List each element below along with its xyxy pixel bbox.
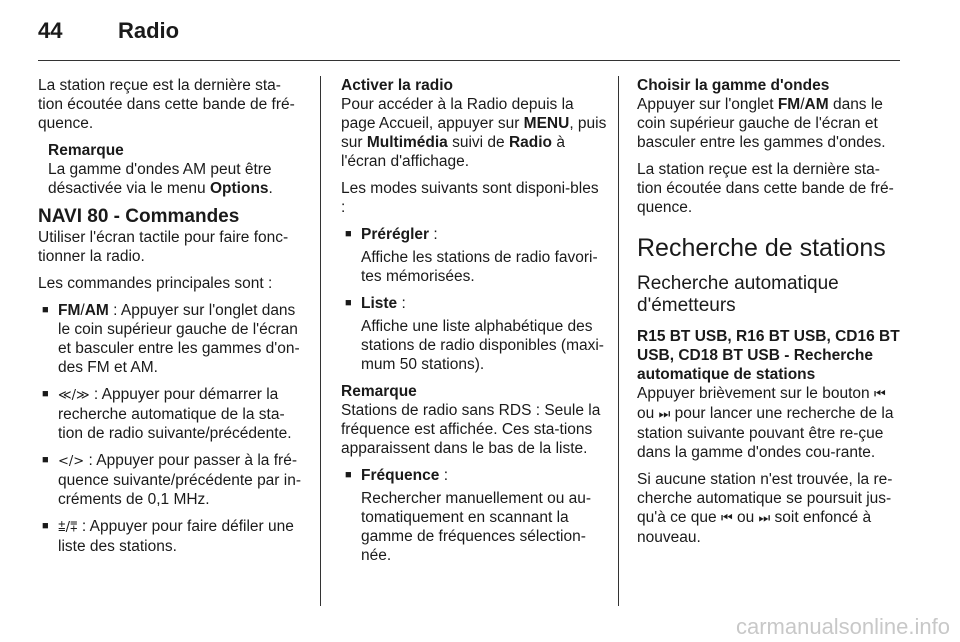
text-run: , puis sur <box>341 115 607 151</box>
bullet-icon: ■ <box>345 228 352 240</box>
note-box <box>341 382 607 458</box>
paragraph: Utiliser l'écran tactile pour faire fonc-tionner la radio. <box>38 229 289 265</box>
colon: : <box>429 226 438 243</box>
note-text-post: . <box>268 180 273 197</box>
text-run: Si aucune station n'est trouvée, la re-cherche automatique se poursuit jus-qu'à ce que <box>637 471 893 526</box>
list-item-description: Affiche une liste alphabétique des stations de radio disponibles (maxi-mum 50 stations). <box>361 318 604 373</box>
page-number: 44 <box>38 18 63 43</box>
list-item-text: : Appuyer pour faire défiler une liste des stations. <box>58 518 294 555</box>
note-title: Remarque <box>341 383 417 400</box>
column-3 <box>637 76 903 555</box>
bullet-icon: ■ <box>345 297 352 309</box>
text-run: Appuyer sur l'onglet <box>637 96 778 113</box>
preset-label: Prérégler <box>361 226 430 243</box>
subsection-title: Activer la radio <box>341 77 453 94</box>
column-2 <box>341 76 607 573</box>
note-text: Stations de radio sans RDS : Seule la fréquence est affichée. Ces sta-tions apparaissent dans le bas de la liste. <box>341 402 601 457</box>
note-box <box>48 141 304 198</box>
list-item-text: : Appuyer pour passer à la fré-quence suivante/précédente par in-créments de 0,1 MHz. <box>58 452 301 508</box>
note-title: Remarque <box>48 142 124 159</box>
column-divider-1 <box>320 76 321 606</box>
subsection-heading: Recherche automatique d'émetteurs <box>637 273 839 316</box>
colon: : <box>439 467 449 484</box>
bullet-icon: ■ <box>42 388 49 400</box>
list-scroll-icon: ⩲/⩱ <box>58 520 78 535</box>
paragraph: La station reçue est la dernière sta-tion écoutée dans cette bande de fré-quence. <box>637 161 894 216</box>
intro-paragraph: La station reçue est la dernière sta-tion écoutée dans cette bande de fré-quence. <box>38 77 295 132</box>
am-label: AM <box>84 302 109 319</box>
seek-icon: ≪/≫ <box>58 388 90 403</box>
colon: : <box>397 295 406 312</box>
paragraph <box>637 470 903 547</box>
paragraph <box>637 384 903 462</box>
list-item <box>341 225 607 244</box>
bullet-icon: ■ <box>42 304 49 316</box>
radio-label: Radio <box>508 134 553 151</box>
text-run: ou <box>732 509 759 526</box>
list-item-text: : Appuyer pour démarrer la recherche automatique de la sta-tion de radio suivante/précédente. <box>58 386 292 442</box>
bullet-icon: ■ <box>345 469 352 481</box>
text-run: soit enfoncé à nouveau. <box>637 509 872 546</box>
column-divider-2 <box>618 76 619 606</box>
list-item-description: Affiche les stations de radio favori-tes mémorisées. <box>361 249 598 285</box>
list-item <box>38 451 304 509</box>
multimedia-label: Multimédia <box>366 134 448 151</box>
watermark: carmanualsonline.info <box>735 614 950 639</box>
section-heading: NAVI 80 - Commandes <box>38 206 240 227</box>
page-title: Radio <box>118 18 180 43</box>
frequency-label: Fréquence <box>361 467 440 484</box>
column-1 <box>38 76 304 564</box>
slash: / <box>80 302 85 319</box>
list-item <box>38 301 304 377</box>
text-run: suivi de <box>447 134 509 151</box>
list-item-text: : Appuyer sur l'onglet dans le coin supérieur gauche de l'écran et basculer entre les gammes d'on-des FM et AM. <box>58 302 300 376</box>
list-item <box>341 466 607 485</box>
slash: / <box>800 96 805 113</box>
text-run: Appuyer brièvement sur le bouton <box>637 385 874 402</box>
note-text-pre: La gamme d'ondes AM peut être désactivée via le menu <box>48 161 272 197</box>
skip-back-icon: ⏮ <box>873 387 886 402</box>
section-heading: Recherche de stations <box>637 234 886 262</box>
list-item <box>38 385 304 443</box>
list-item <box>38 517 304 556</box>
list-label: Liste <box>361 295 398 312</box>
bullet-icon: ■ <box>42 454 49 466</box>
menu-label: MENU <box>523 115 570 132</box>
list-item <box>341 294 607 313</box>
model-heading: R15 BT USB, R16 BT USB, CD16 BT USB, CD18 BT USB - Recherche automatique de stations <box>637 328 900 383</box>
list-item-description: Rechercher manuellement ou au-tomatiquement en scannant la gamme de fréquences sélection-née. <box>361 490 592 564</box>
text-run: à l'écran d'affichage. <box>341 134 565 170</box>
text-run: Pour accéder à la Radio depuis la page Accueil, appuyer sur <box>341 96 574 132</box>
paragraph <box>637 95 903 152</box>
bullet-icon: ■ <box>42 520 49 532</box>
paragraph: Les modes suivants sont disponi-bles : <box>341 180 599 216</box>
text-run: dans le coin supérieur gauche de l'écran et basculer entre les gammes d'ondes. <box>637 96 886 151</box>
text-run: ou <box>637 405 659 422</box>
paragraph: Les commandes principales sont : <box>38 275 273 292</box>
skip-back-icon: ⏮ <box>720 511 733 526</box>
note-text <box>48 160 304 198</box>
paragraph <box>341 95 607 171</box>
options-label: Options <box>209 180 269 197</box>
step-icon: </> <box>58 454 85 469</box>
fm-label: FM <box>777 96 801 113</box>
skip-forward-icon: ⏭ <box>658 407 671 422</box>
header-divider <box>38 60 900 61</box>
am-label: AM <box>804 96 829 113</box>
subsection-title: Choisir la gamme d'ondes <box>637 77 830 94</box>
text-run: pour lancer une recherche de la station suivante pouvant être re-çue dans la gamme d'ondes cou-rante. <box>637 405 894 461</box>
skip-forward-icon: ⏭ <box>758 511 771 526</box>
fm-label: FM <box>58 302 81 319</box>
